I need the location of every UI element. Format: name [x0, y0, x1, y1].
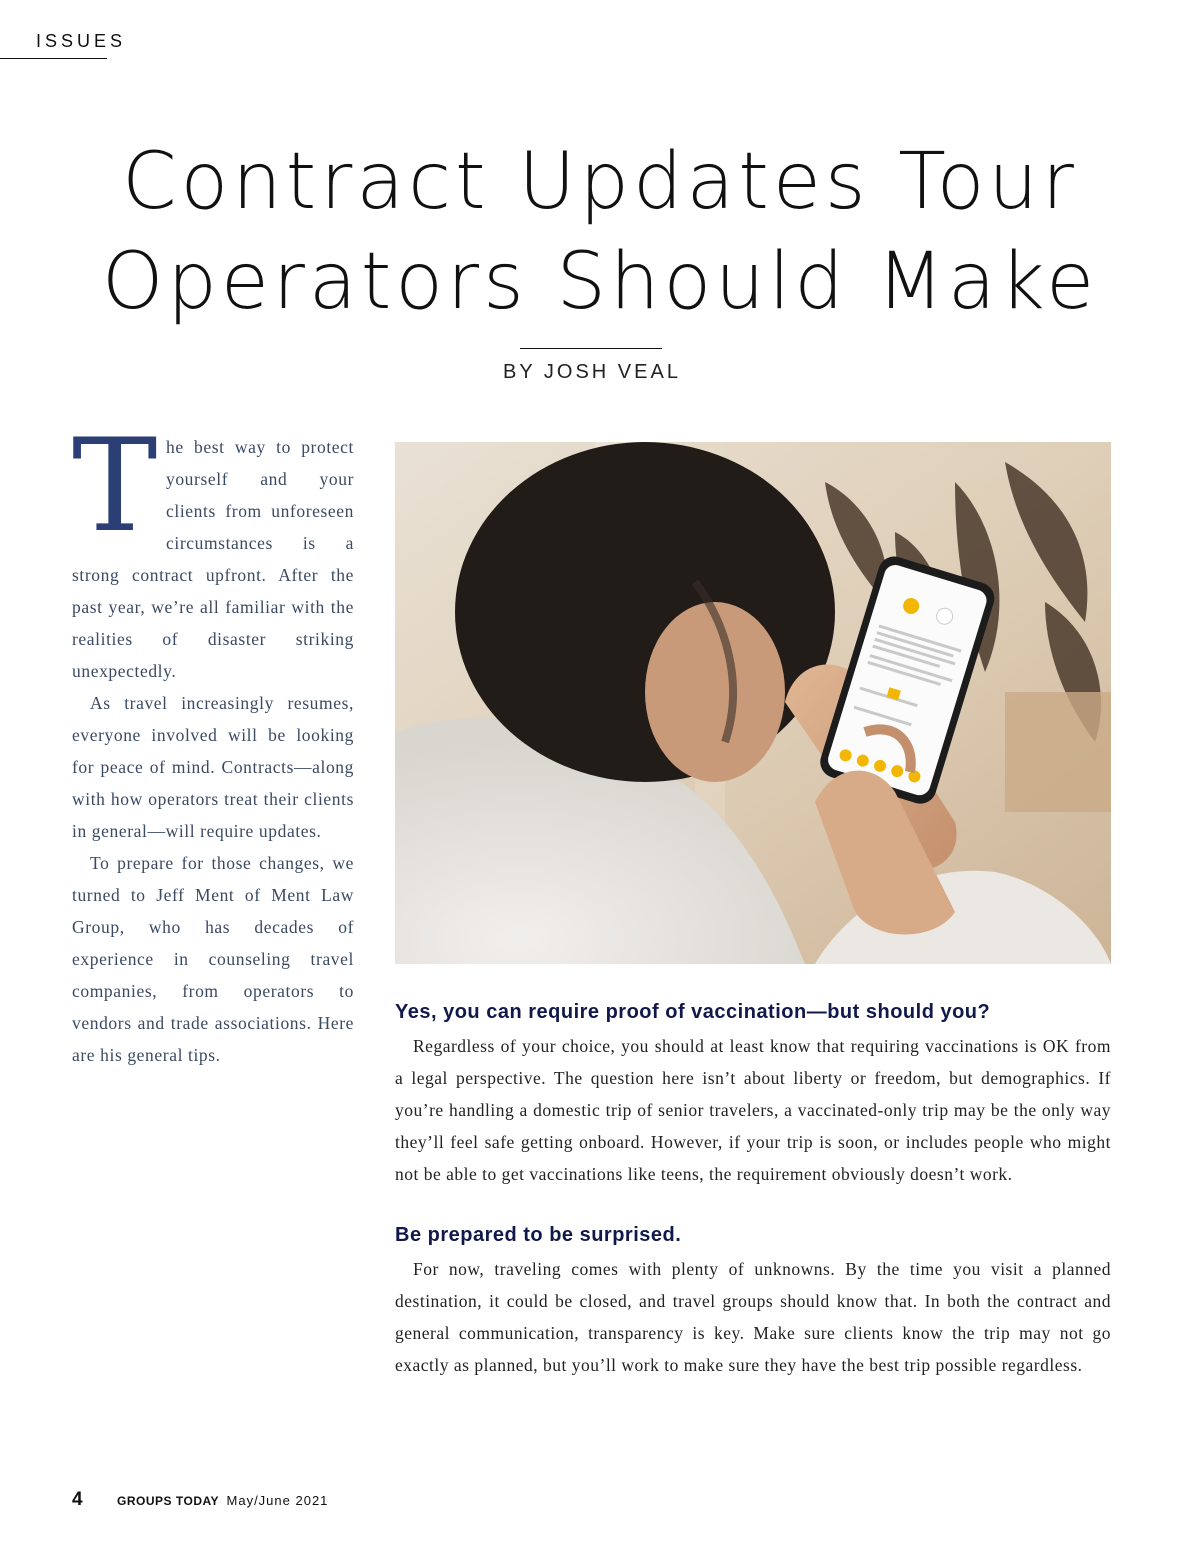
page-footer	[72, 1489, 328, 1511]
article-title-line-1: Contract Updates Tour	[122, 137, 1078, 227]
article-photo	[395, 442, 1111, 964]
section-body-vaccination: Regardless of your choice, you should at least know that requiring vaccinations is OK from a legal perspective. The question here isn’t about liberty or freedom, but demographics. If you’re handling a domestic trip of senior travelers, a vaccinated-only trip may be the only way they’ll feel safe getting onboard. However, if your trip is soon, or includes people who might not be able to get vaccinations like teens, the requirement obviously doesn’t work.	[395, 1036, 1111, 1184]
drop-cap: T	[72, 412, 158, 561]
byline-rule	[520, 348, 662, 349]
section-heading-surprised: Be prepared to be surprised.	[395, 1224, 682, 1246]
section-rule	[0, 58, 107, 59]
main-column	[395, 997, 1111, 1381]
intro-column	[72, 412, 354, 1071]
intro-paragraph-1-text: he best way to protect yourself and your clients from unforeseen circumstances is a strong contract upfront. After the past year, we’re all familiar with the realities of disaster striking unexpectedly.	[72, 437, 354, 681]
intro-paragraph-1	[72, 412, 354, 687]
byline: BY JOSH VEAL	[503, 361, 681, 383]
article-title-line-2: Operators Should Make	[101, 237, 1099, 327]
publication-name: GROUPS TODAY	[117, 1494, 220, 1508]
intro-paragraph-3: To prepare for those changes, we turned to Jeff Ment of Ment Law Group, who has decades of experience in counseling travel companies, from operators to vendors and trade associations. Here are his general tips.	[72, 853, 354, 1065]
section-label: ISSUES	[36, 31, 127, 51]
photo-person-using-phone	[395, 442, 1111, 964]
intro-paragraph-2: As travel increasingly resumes, everyone involved will be looking for peace of mind. Contracts—along with how operators treat their clients in general—will require updates.	[72, 693, 354, 841]
section-heading-vaccination: Yes, you can require proof of vaccination—but should you?	[395, 1001, 991, 1023]
section-body-surprised: For now, traveling comes with plenty of unknowns. By the time you visit a planned destination, it could be closed, and travel groups should know that. In both the contract and general communication, transparency is key. Make sure clients know the trip may not go exactly as planned, but you’ll work to make sure they have the best trip possible regardless.	[395, 1259, 1111, 1375]
page-number: 4	[72, 1489, 83, 1510]
article-title	[40, 132, 1160, 332]
issue-date: May/June 2021	[226, 1493, 329, 1508]
